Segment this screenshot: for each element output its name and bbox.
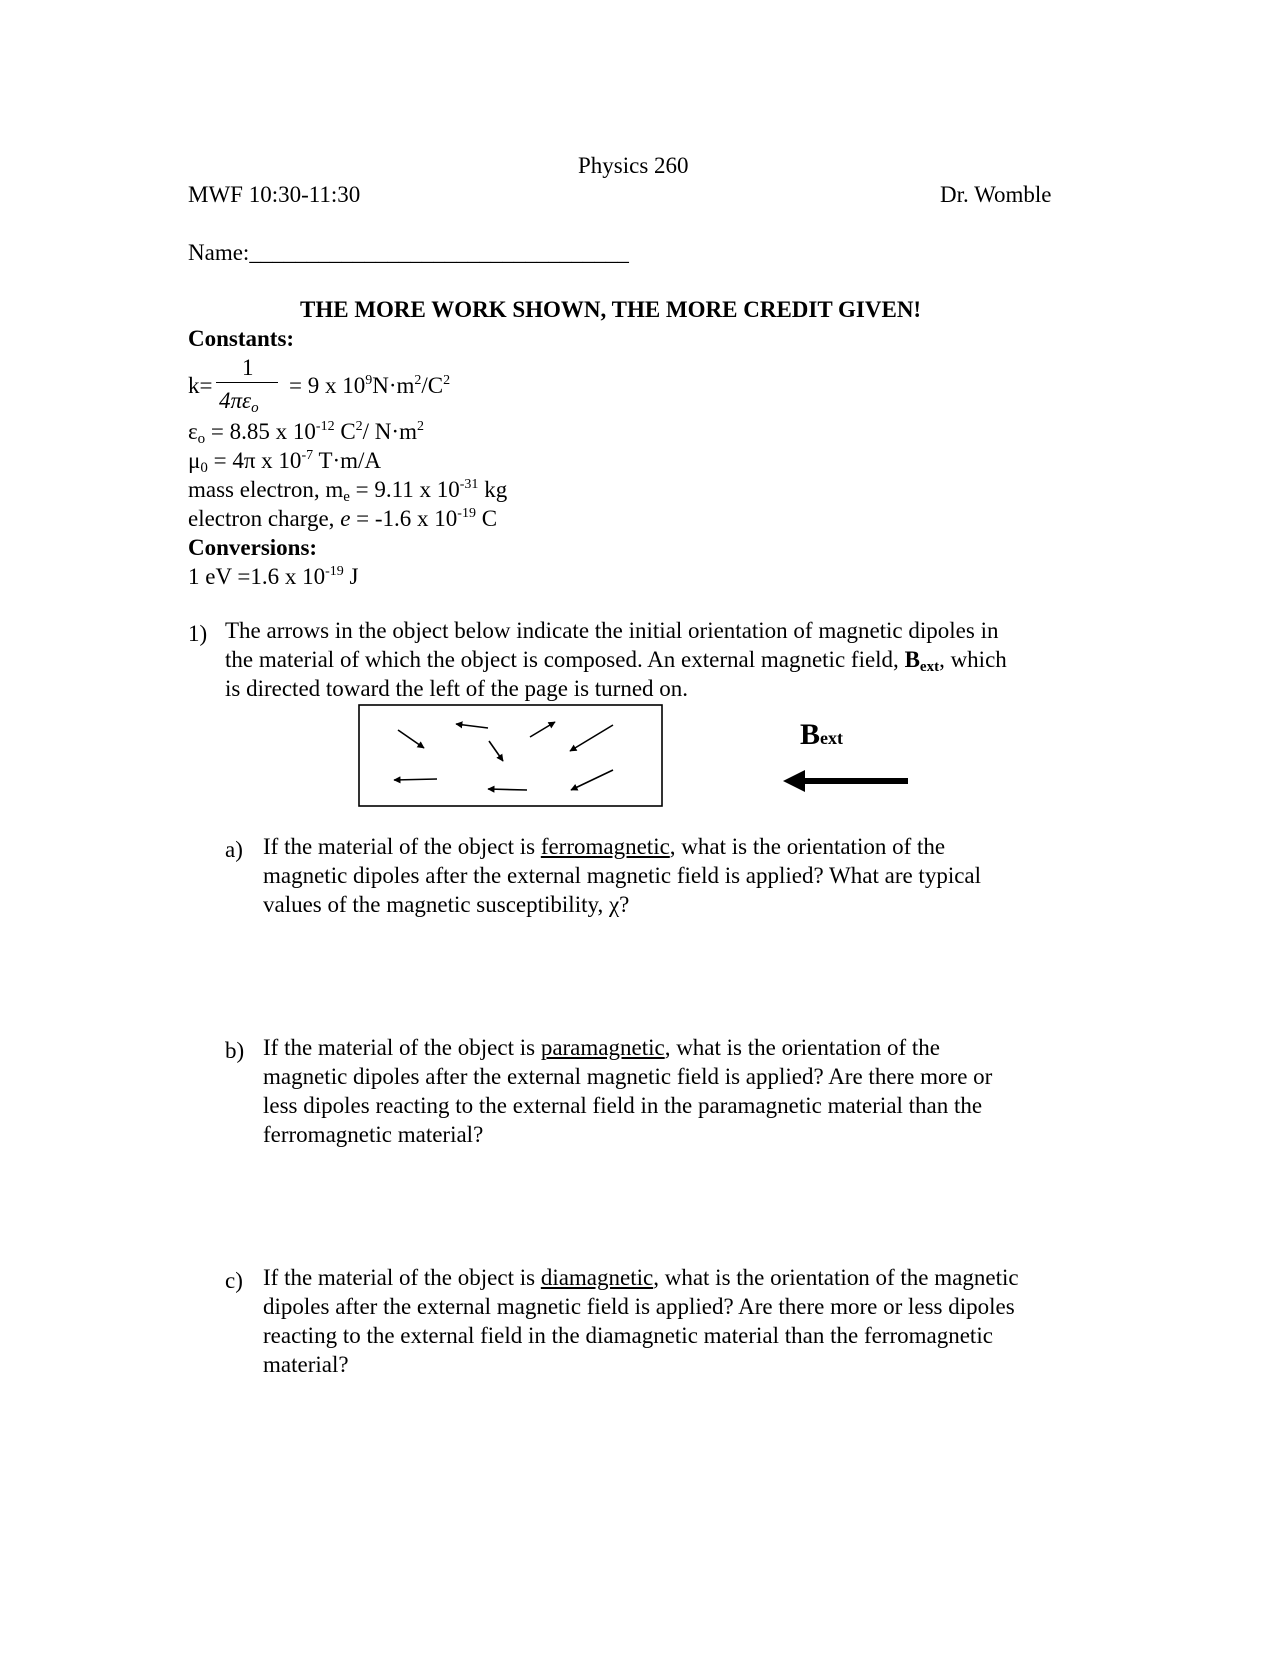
field-label: Bext [800, 718, 843, 751]
name-label: Name: [188, 240, 250, 265]
question-1-text: The arrows in the object below indicate the initial orientation of magnetic dipoles in the material of which the object is composed. An external magnetic field, $B_{ext}$, which is directed toward the left of the page is turned on. [225, 618, 1007, 701]
banner: THE MORE WORK SHOWN, THE MORE CREDIT GIVEN! [300, 297, 922, 322]
question-1-number: 1) [188, 621, 208, 646]
dipole-arrow-6 [394, 779, 437, 780]
dipole-arrows [394, 722, 613, 790]
k-value: = 9 x $10^9N\cdot m^2/C^2$ [289, 373, 451, 398]
electron-mass: mass electron, $m_e = 9.11$ x $10^{-31}$ kg [188, 477, 508, 505]
dipole-arrow-5 [489, 741, 503, 761]
term-diamagnetic: diamagnetic [540, 1265, 654, 1290]
dipole-arrow-3 [530, 722, 555, 737]
part-a-text: If the material of the object is ferromagnetic, what is the orientation of the magnetic dipoles after the external magnetic field is applied? What are typical values of the magnetic susceptibility, χ? [263, 834, 982, 917]
dipole-arrow-8 [571, 770, 613, 790]
instructor-name: Dr. Womble [940, 182, 1052, 207]
k-lhs: k= [188, 373, 213, 398]
conversions-heading: Conversions: [188, 535, 318, 560]
term-ferromagnetic: ferromagnetic [540, 834, 670, 859]
part-c-text: If the material of the object is diamagnetic, what is the orientation of the magnetic dipoles after the external magnetic field is applied? Are there more or less dipoles reacting to the external field in the diamagnetic material than the ferromagnetic material? [263, 1265, 1019, 1377]
k-denominator: $4\pi\varepsilon_o$ [219, 388, 259, 416]
permittivity-constant: $\varepsilon_o = 8.85$ x $10^{-12}$ $C^2/$ $N\cdot m^2$ [188, 419, 424, 447]
course-title: Physics 260 [578, 153, 689, 178]
permeability-constant: $\mu_0 = 4\pi$ x $10^{-7}$ T·m/A [188, 448, 382, 476]
term-paramagnetic: paramagnetic [540, 1035, 665, 1060]
dipole-arrow-2 [456, 724, 488, 728]
class-schedule: MWF 10:30-11:30 [188, 182, 361, 207]
part-b-text: If the material of the object is paramagnetic, what is the orientation of the magnetic dipoles after the external magnetic field is applied? Are there more or less dipoles reacting to the external field in the paramagnetic material than the ferromagnetic material? [263, 1035, 993, 1147]
dipole-arrow-4 [570, 725, 613, 751]
object-outline [359, 705, 662, 806]
ev-conversion: 1 eV =1.6 x $10^{-19}$ J [188, 564, 359, 589]
k-numerator: 1 [242, 355, 254, 380]
constants-heading: Constants: [188, 326, 295, 351]
electron-charge: electron charge, e = -1.6 x $10^{-19}$ C [188, 506, 498, 531]
dipole-arrow-1 [398, 730, 424, 748]
part-a-letter: a) [225, 837, 243, 862]
part-c-letter: c) [225, 1268, 243, 1293]
part-b-letter: b) [225, 1038, 245, 1063]
dipole-arrow-7 [488, 789, 527, 790]
field-arrow [783, 770, 908, 792]
name-blank: _________________________________ [249, 240, 629, 265]
